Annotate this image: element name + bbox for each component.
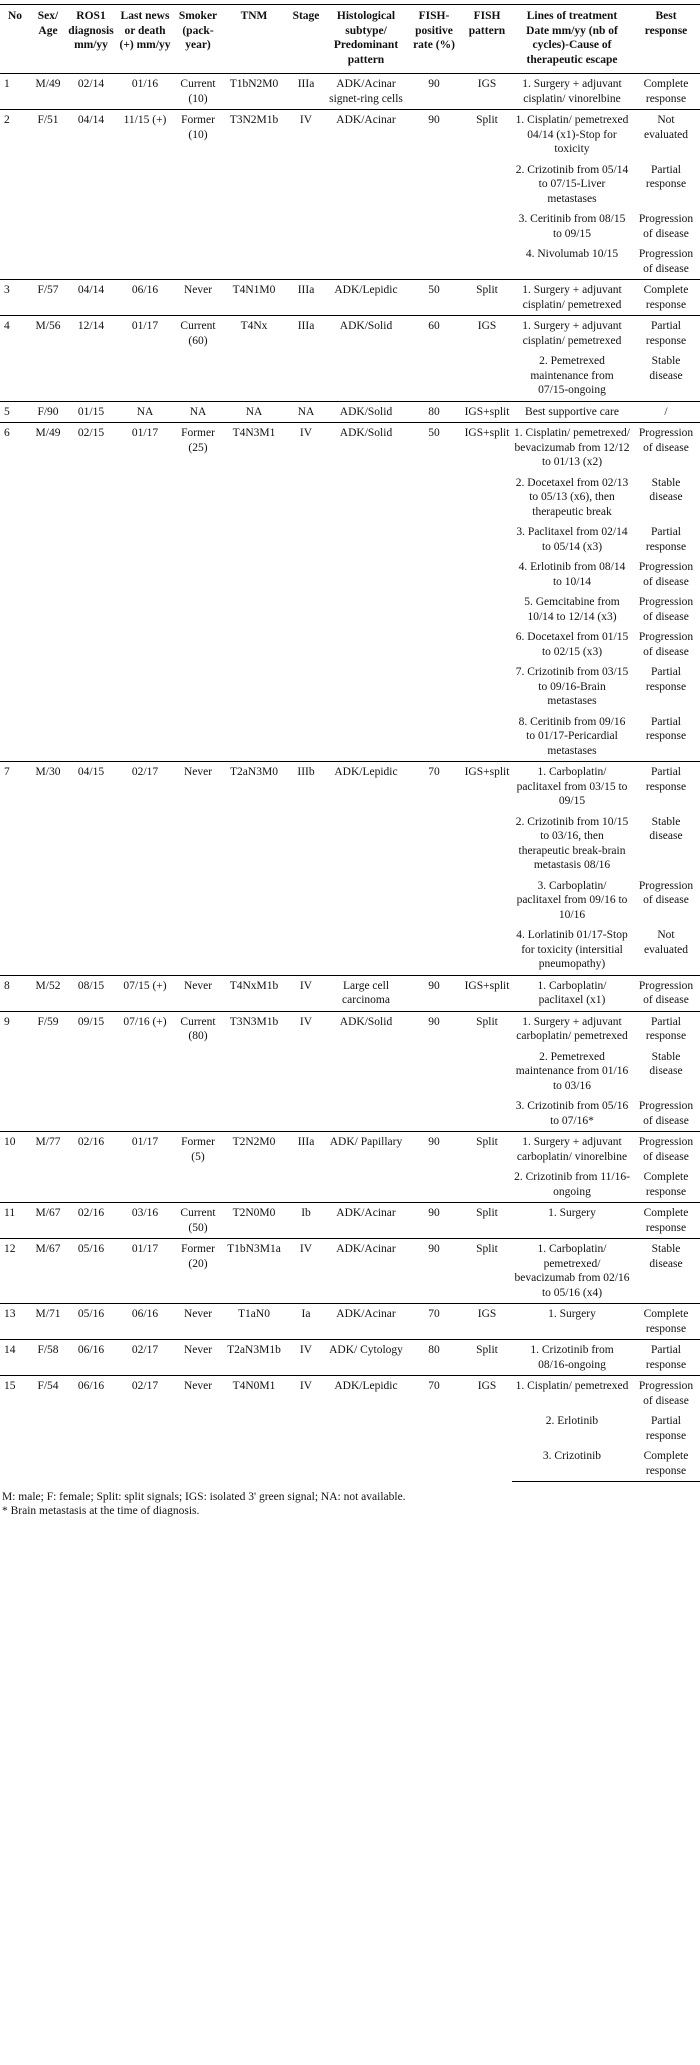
cell-fish-pattern: IGS bbox=[462, 74, 512, 110]
cell-smoker: Never bbox=[174, 1376, 222, 1482]
header-sex-age: Sex/ Age bbox=[30, 5, 66, 74]
cell-fish-pattern: Split bbox=[462, 280, 512, 316]
cell-last-news: 01/17 bbox=[116, 316, 174, 402]
cell-smoker: Former (10) bbox=[174, 110, 222, 280]
cell-stage: IV bbox=[286, 1376, 326, 1482]
cell-best-response: Complete response bbox=[632, 74, 700, 110]
cell-best-response: Complete response bbox=[643, 1171, 689, 1198]
cell-best-response: Complete response bbox=[632, 1203, 700, 1239]
cell-treatment-line: 8. Ceritinib from 09/16 to 01/17-Pericardial metastases bbox=[518, 715, 626, 757]
table-row bbox=[0, 1203, 700, 1239]
cell-treatment-line: 1. Carboplatin/ pemetrexed/ bevacizumab from 02/16 to 05/16 (x4) bbox=[512, 1239, 632, 1304]
cell-tnm: T4NxM1b bbox=[222, 975, 286, 1011]
cell-smoker: Former (20) bbox=[174, 1239, 222, 1304]
cell-histological-subtype: Large cell carcinoma bbox=[326, 975, 406, 1011]
cell-fish-pattern: IGS bbox=[462, 316, 512, 402]
cell-treatment-line: Best supportive care bbox=[512, 401, 632, 423]
cell-best-response: Stable disease bbox=[649, 355, 683, 382]
cell-fish-rate: 90 bbox=[406, 74, 462, 110]
footnote-abbreviations: M: male; F: female; Split: split signals; IGS: isolated 3' green signal; NA: not available. bbox=[2, 1491, 406, 1503]
cell-ros1-diagnosis: 02/16 bbox=[66, 1132, 116, 1203]
cell-tnm: T2aN3M0 bbox=[222, 762, 286, 976]
header-no: No bbox=[0, 5, 30, 74]
table-row bbox=[0, 280, 700, 316]
cell-no: 15 bbox=[0, 1376, 30, 1482]
cell-smoker: Current (10) bbox=[174, 74, 222, 110]
cell-fish-pattern: IGS+split bbox=[462, 401, 512, 423]
cell-no: 9 bbox=[0, 1011, 30, 1132]
cell-no: 5 bbox=[0, 401, 30, 423]
cell-treatment-line: 1. Surgery + adjuvant cisplatin/ vinorelbine bbox=[512, 74, 632, 110]
cell-no: 1 bbox=[0, 74, 30, 110]
cell-fish-pattern: IGS bbox=[462, 1304, 512, 1340]
cell-fish-rate: 90 bbox=[406, 1239, 462, 1304]
cell-stage: NA bbox=[286, 401, 326, 423]
cell-best-response: Progression of disease bbox=[638, 213, 694, 240]
cell-histological-subtype: ADK/Lepidic bbox=[326, 1376, 406, 1482]
cell-fish-rate: 80 bbox=[406, 401, 462, 423]
cell-smoker: Never bbox=[174, 280, 222, 316]
cell-treatment-line: 3. Ceritinib from 08/15 to 09/15 bbox=[518, 213, 626, 240]
cell-tnm: T2aN3M1b bbox=[222, 1340, 286, 1376]
cell-sex-age: M/67 bbox=[30, 1239, 66, 1304]
cell-ros1-diagnosis: 05/16 bbox=[66, 1304, 116, 1340]
cell-tnm: T4N1M0 bbox=[222, 280, 286, 316]
cell-tnm: T4N3M1 bbox=[222, 423, 286, 762]
cell-histological-subtype: ADK/Lepidic bbox=[326, 762, 406, 976]
cell-last-news: 03/16 bbox=[116, 1203, 174, 1239]
cell-fish-pattern: Split bbox=[462, 1340, 512, 1376]
cell-histological-subtype: ADK/ Cytology bbox=[326, 1340, 406, 1376]
cell-sex-age: M/77 bbox=[30, 1132, 66, 1203]
cell-treatment-line: 1. Surgery + adjuvant cisplatin/ pemetrexed bbox=[512, 316, 632, 352]
cell-sex-age: F/57 bbox=[30, 280, 66, 316]
cell-best-response: Partial response bbox=[645, 666, 687, 693]
cell-no: 11 bbox=[0, 1203, 30, 1239]
table-header bbox=[0, 5, 700, 74]
cell-treatment-line: 1. Cisplatin/ pemetrexed/ bevacizumab from 12/12 to 01/13 (x2) bbox=[512, 423, 632, 473]
cell-sex-age: M/30 bbox=[30, 762, 66, 976]
cell-ros1-diagnosis: 04/15 bbox=[66, 762, 116, 976]
cell-best-response: Stable disease bbox=[649, 476, 683, 503]
cell-best-response: Partial response bbox=[645, 163, 687, 190]
cell-fish-rate: 80 bbox=[406, 1340, 462, 1376]
cell-stage: IV bbox=[286, 110, 326, 280]
cell-histological-subtype: ADK/Acinar bbox=[326, 1304, 406, 1340]
cell-last-news: 07/16 (+) bbox=[116, 1011, 174, 1132]
cell-fish-rate: 50 bbox=[406, 280, 462, 316]
header-histological-subtype: Histological subtype/ Predominant pattern bbox=[326, 5, 406, 74]
cell-no: 8 bbox=[0, 975, 30, 1011]
cell-smoker: Never bbox=[174, 762, 222, 976]
table-row bbox=[0, 762, 700, 812]
cell-fish-pattern: Split bbox=[462, 1239, 512, 1304]
table-row bbox=[0, 401, 700, 423]
cell-best-response: Partial response bbox=[645, 715, 687, 742]
cell-best-response: Progression of disease bbox=[638, 596, 694, 623]
cell-treatment-line: 3. Crizotinib from 05/16 to 07/16* bbox=[515, 1100, 629, 1127]
cell-treatment-line: 1. Carboplatin/ paclitaxel from 03/15 to 09/15 bbox=[512, 762, 632, 812]
cell-treatment-line: 1. Surgery bbox=[512, 1203, 632, 1239]
table-row bbox=[0, 110, 700, 160]
cell-fish-pattern: IGS+split bbox=[462, 423, 512, 762]
cell-tnm: T4N0M1 bbox=[222, 1376, 286, 1482]
cell-histological-subtype: ADK/Acinar bbox=[326, 1239, 406, 1304]
cell-smoker: Current (50) bbox=[174, 1203, 222, 1239]
cell-histological-subtype: ADK/Solid bbox=[326, 423, 406, 762]
cell-best-response: Stable disease bbox=[649, 815, 683, 842]
cell-best-response: Not evaluated bbox=[632, 110, 700, 160]
cell-last-news: 07/15 (+) bbox=[116, 975, 174, 1011]
cell-last-news: 06/16 bbox=[116, 280, 174, 316]
cell-stage: IIIa bbox=[286, 316, 326, 402]
cell-fish-rate: 90 bbox=[406, 975, 462, 1011]
cell-fish-rate: 90 bbox=[406, 1011, 462, 1132]
cell-ros1-diagnosis: 08/15 bbox=[66, 975, 116, 1011]
cell-treatment-line: 2. Crizotinib from 11/16-ongoing bbox=[514, 1171, 630, 1198]
cell-ros1-diagnosis: 02/16 bbox=[66, 1203, 116, 1239]
cell-no: 6 bbox=[0, 423, 30, 762]
cell-no: 4 bbox=[0, 316, 30, 402]
cell-smoker: NA bbox=[174, 401, 222, 423]
cell-best-response: Progression of disease bbox=[638, 248, 694, 275]
cell-no: 12 bbox=[0, 1239, 30, 1304]
cell-smoker: Current (80) bbox=[174, 1011, 222, 1132]
cell-stage: IV bbox=[286, 1239, 326, 1304]
cell-sex-age: M/56 bbox=[30, 316, 66, 402]
cell-fish-pattern: Split bbox=[462, 110, 512, 280]
cell-fish-rate: 90 bbox=[406, 1132, 462, 1203]
cell-no: 7 bbox=[0, 762, 30, 976]
cell-treatment-line: 1. Surgery + adjuvant carboplatin/ vinorelbine bbox=[512, 1132, 632, 1168]
cell-sex-age: M/49 bbox=[30, 74, 66, 110]
cell-no: 3 bbox=[0, 280, 30, 316]
cell-stage: IV bbox=[286, 1340, 326, 1376]
cell-treatment-line: 3. Paclitaxel from 02/14 to 05/14 (x3) bbox=[516, 526, 628, 553]
cell-best-response: Progression of disease bbox=[638, 879, 694, 906]
cell-last-news: 01/17 bbox=[116, 1239, 174, 1304]
cell-tnm: T3N2M1b bbox=[222, 110, 286, 280]
header-smoker: Smoker (pack- year) bbox=[174, 5, 222, 74]
header-lines-of-treatment: Lines of treatment Date mm/yy (nb of cycles)-Cause of therapeutic escape bbox=[512, 5, 632, 74]
cell-tnm: T2N0M0 bbox=[222, 1203, 286, 1239]
cell-smoker: Former (5) bbox=[174, 1132, 222, 1203]
cell-best-response: Partial response bbox=[632, 1340, 700, 1376]
cell-smoker: Current (60) bbox=[174, 316, 222, 402]
cell-ros1-diagnosis: 05/16 bbox=[66, 1239, 116, 1304]
cell-treatment-line: 5. Gemcitabine from 10/14 to 12/14 (x3) bbox=[524, 596, 620, 623]
cell-fish-pattern: IGS+split bbox=[462, 762, 512, 976]
ros1-patient-table bbox=[0, 4, 700, 1482]
cell-best-response: Progression of disease bbox=[638, 631, 694, 658]
table-row bbox=[0, 1132, 700, 1168]
cell-treatment-line: 4. Erlotinib from 08/14 to 10/14 bbox=[518, 561, 626, 588]
cell-treatment-line: 1. Crizotinib from 08/16-ongoing bbox=[512, 1340, 632, 1376]
cell-best-response: Progression of disease bbox=[638, 1100, 694, 1127]
cell-treatment-line: 3. Crizotinib bbox=[512, 1446, 632, 1482]
cell-treatment-line: 6. Docetaxel from 01/15 to 02/15 (x3) bbox=[515, 631, 629, 658]
cell-fish-rate: 90 bbox=[406, 110, 462, 280]
cell-stage: IV bbox=[286, 975, 326, 1011]
cell-ros1-diagnosis: 04/14 bbox=[66, 110, 116, 280]
cell-histological-subtype: ADK/ Papillary bbox=[326, 1132, 406, 1203]
cell-treatment-line: 2. Crizotinib from 10/15 to 03/16, then therapeutic break-brain metastasis 08/16 bbox=[515, 815, 629, 871]
cell-tnm: T4Nx bbox=[222, 316, 286, 402]
cell-no: 2 bbox=[0, 110, 30, 280]
cell-best-response: Partial response bbox=[632, 762, 700, 812]
cell-last-news: 11/15 (+) bbox=[116, 110, 174, 280]
header-stage: Stage bbox=[286, 5, 326, 74]
cell-best-response: Complete response bbox=[632, 280, 700, 316]
cell-fish-rate: 90 bbox=[406, 1203, 462, 1239]
cell-treatment-line: 2. Erlotinib bbox=[545, 1415, 599, 1427]
cell-stage: IIIb bbox=[286, 762, 326, 976]
table-row bbox=[0, 74, 700, 110]
cell-no: 10 bbox=[0, 1132, 30, 1203]
cell-ros1-diagnosis: 06/16 bbox=[66, 1376, 116, 1482]
cell-sex-age: M/52 bbox=[30, 975, 66, 1011]
cell-treatment-line: 1. Cisplatin/ pemetrexed 04/14 (x1)-Stop for toxicity bbox=[512, 110, 632, 160]
table-row bbox=[0, 1304, 700, 1340]
cell-last-news: 01/17 bbox=[116, 423, 174, 762]
cell-histological-subtype: ADK/Acinar signet-ring cells bbox=[326, 74, 406, 110]
cell-histological-subtype: ADK/Solid bbox=[326, 316, 406, 402]
cell-stage: Ib bbox=[286, 1203, 326, 1239]
cell-stage: IIIa bbox=[286, 1132, 326, 1203]
cell-sex-age: F/59 bbox=[30, 1011, 66, 1132]
cell-ros1-diagnosis: 09/15 bbox=[66, 1011, 116, 1132]
cell-smoker: Former (25) bbox=[174, 423, 222, 762]
cell-best-response: Stable disease bbox=[632, 1239, 700, 1304]
cell-fish-pattern: Split bbox=[462, 1011, 512, 1132]
cell-last-news: 02/17 bbox=[116, 1340, 174, 1376]
cell-best-response: Partial response bbox=[632, 1011, 700, 1047]
cell-sex-age: M/71 bbox=[30, 1304, 66, 1340]
cell-treatment-line: 2. Pemetrexed maintenance from 07/15-ongoing bbox=[530, 355, 614, 396]
cell-treatment-line: 1. Surgery + adjuvant carboplatin/ pemetrexed bbox=[512, 1011, 632, 1047]
cell-treatment-line: 2. Pemetrexed maintenance from 01/16 to 03/16 bbox=[515, 1050, 629, 1092]
cell-tnm: T2N2M0 bbox=[222, 1132, 286, 1203]
cell-treatment-line: 2. Docetaxel from 02/13 to 05/13 (x6), then therapeutic break bbox=[515, 476, 629, 518]
cell-no: 13 bbox=[0, 1304, 30, 1340]
cell-histological-subtype: ADK/Acinar bbox=[326, 1203, 406, 1239]
cell-fish-rate: 70 bbox=[406, 1304, 462, 1340]
cell-fish-rate: 50 bbox=[406, 423, 462, 762]
cell-stage: IV bbox=[286, 1011, 326, 1132]
cell-treatment-line: 2. Crizotinib from 05/14 to 07/15-Liver metastases bbox=[515, 163, 629, 205]
cell-best-response: Progression of disease bbox=[632, 423, 700, 473]
table-row bbox=[0, 423, 700, 473]
cell-no: 14 bbox=[0, 1340, 30, 1376]
cell-tnm: NA bbox=[222, 401, 286, 423]
cell-fish-rate: 60 bbox=[406, 316, 462, 402]
cell-stage: Ia bbox=[286, 1304, 326, 1340]
header-row bbox=[0, 5, 700, 74]
cell-stage: IIIa bbox=[286, 280, 326, 316]
table-row bbox=[0, 1376, 700, 1412]
cell-sex-age: F/90 bbox=[30, 401, 66, 423]
header-fish-rate: FISH- positive rate (%) bbox=[406, 5, 462, 74]
cell-sex-age: M/67 bbox=[30, 1203, 66, 1239]
cell-ros1-diagnosis: 01/15 bbox=[66, 401, 116, 423]
cell-fish-pattern: IGS+split bbox=[462, 975, 512, 1011]
cell-last-news: NA bbox=[116, 401, 174, 423]
table-row bbox=[0, 975, 700, 1011]
cell-tnm: T3N3M1b bbox=[222, 1011, 286, 1132]
cell-smoker: Never bbox=[174, 975, 222, 1011]
cell-stage: IV bbox=[286, 423, 326, 762]
header-fish-pattern: FISH pattern bbox=[462, 5, 512, 74]
cell-treatment-line: 3. Carboplatin/ paclitaxel from 09/16 to 10/16 bbox=[516, 879, 628, 921]
cell-treatment-line: 7. Crizotinib from 03/15 to 09/16-Brain metastases bbox=[515, 666, 629, 707]
cell-best-response: Progression of disease bbox=[632, 975, 700, 1011]
table-row bbox=[0, 1239, 700, 1304]
cell-best-response: Progression of disease bbox=[632, 1132, 700, 1168]
cell-tnm: T1bN2M0 bbox=[222, 74, 286, 110]
cell-best-response: Complete response bbox=[632, 1304, 700, 1340]
header-last-news: Last news or death (+) mm/yy bbox=[116, 5, 174, 74]
header-ros1-diagnosis: ROS1 diagnosis mm/yy bbox=[66, 5, 116, 74]
table-row bbox=[0, 1340, 700, 1376]
cell-fish-pattern: IGS bbox=[462, 1376, 512, 1482]
table-row bbox=[0, 1011, 700, 1047]
cell-best-response: Partial response bbox=[645, 526, 687, 553]
cell-stage: IIIa bbox=[286, 74, 326, 110]
cell-tnm: T1aN0 bbox=[222, 1304, 286, 1340]
table-body bbox=[0, 74, 700, 1482]
cell-last-news: 01/16 bbox=[116, 74, 174, 110]
cell-sex-age: F/58 bbox=[30, 1340, 66, 1376]
table-footnotes bbox=[0, 1482, 700, 1518]
cell-ros1-diagnosis: 02/15 bbox=[66, 423, 116, 762]
cell-fish-pattern: Split bbox=[462, 1132, 512, 1203]
header-tnm: TNM bbox=[222, 5, 286, 74]
cell-smoker: Never bbox=[174, 1304, 222, 1340]
cell-treatment-line: 4. Nivolumab 10/15 bbox=[525, 248, 619, 260]
cell-best-response: / bbox=[632, 401, 700, 423]
table-row bbox=[0, 316, 700, 352]
cell-treatment-line: 4. Lorlatinib 01/17-Stop for toxicity (intersitial pneumopathy) bbox=[516, 929, 628, 970]
cell-fish-rate: 70 bbox=[406, 762, 462, 976]
cell-treatment-line: 1. Surgery + adjuvant cisplatin/ pemetrexed bbox=[512, 280, 632, 316]
cell-treatment-line: 1. Carboplatin/ paclitaxel (x1) bbox=[512, 975, 632, 1011]
cell-ros1-diagnosis: 04/14 bbox=[66, 280, 116, 316]
cell-best-response: Stable disease bbox=[649, 1050, 683, 1077]
cell-best-response: Not evaluated bbox=[643, 929, 689, 956]
cell-last-news: 01/17 bbox=[116, 1132, 174, 1203]
cell-smoker: Never bbox=[174, 1340, 222, 1376]
header-best-response: Best response bbox=[632, 5, 700, 74]
cell-ros1-diagnosis: 12/14 bbox=[66, 316, 116, 402]
cell-ros1-diagnosis: 06/16 bbox=[66, 1340, 116, 1376]
cell-last-news: 02/17 bbox=[116, 762, 174, 976]
cell-last-news: 06/16 bbox=[116, 1304, 174, 1340]
cell-sex-age: F/51 bbox=[30, 110, 66, 280]
cell-best-response: Progression of disease bbox=[638, 561, 694, 588]
cell-last-news: 02/17 bbox=[116, 1376, 174, 1482]
cell-tnm: T1bN3M1a bbox=[222, 1239, 286, 1304]
cell-best-response: Progression of disease bbox=[632, 1376, 700, 1412]
cell-fish-pattern: Split bbox=[462, 1203, 512, 1239]
cell-sex-age: M/49 bbox=[30, 423, 66, 762]
cell-histological-subtype: ADK/Solid bbox=[326, 1011, 406, 1132]
cell-histological-subtype: ADK/Acinar bbox=[326, 110, 406, 280]
cell-fish-rate: 70 bbox=[406, 1376, 462, 1482]
cell-histological-subtype: ADK/Solid bbox=[326, 401, 406, 423]
cell-treatment-line: 1. Surgery bbox=[512, 1304, 632, 1340]
cell-ros1-diagnosis: 02/14 bbox=[66, 74, 116, 110]
footnote-brain-metastasis: * Brain metastasis at the time of diagnosis. bbox=[2, 1505, 200, 1517]
cell-sex-age: F/54 bbox=[30, 1376, 66, 1482]
cell-histological-subtype: ADK/Lepidic bbox=[326, 280, 406, 316]
cell-best-response: Partial response bbox=[645, 1415, 687, 1442]
cell-treatment-line: 1. Cisplatin/ pemetrexed bbox=[512, 1376, 632, 1412]
cell-best-response: Complete response bbox=[632, 1446, 700, 1482]
cell-best-response: Partial response bbox=[632, 316, 700, 352]
